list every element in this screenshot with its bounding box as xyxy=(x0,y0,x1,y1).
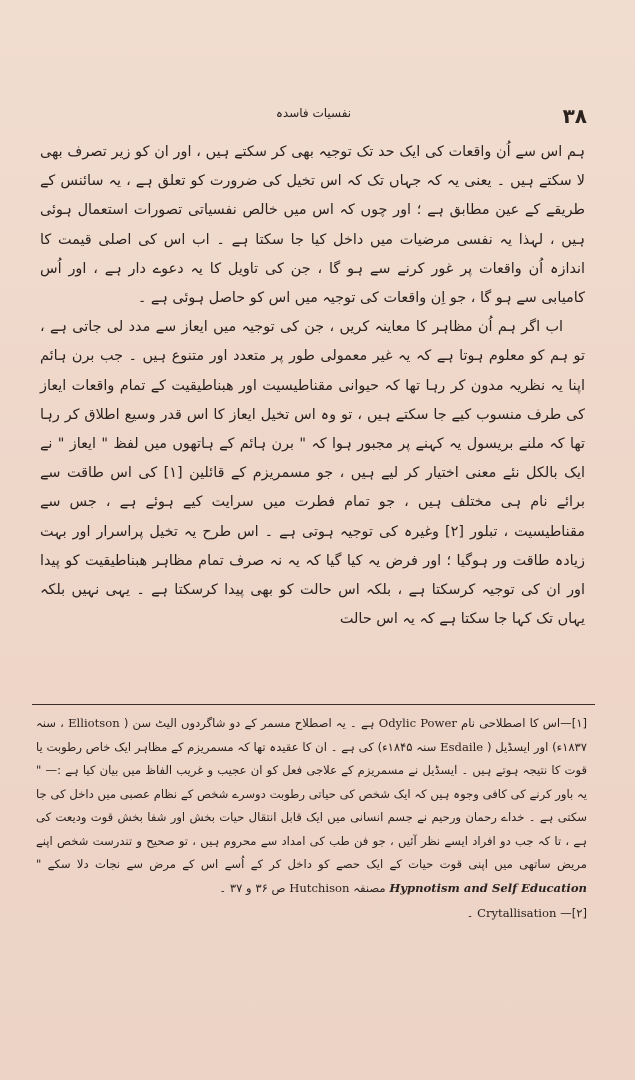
footnote-2-term: Crytallisation xyxy=(477,906,557,920)
footnote-divider xyxy=(32,704,595,705)
paragraph-1: ہم اس سے اُن واقعات کی ایک حد تک توجیہ بھی کر سکتے ہیں ، اور ان کو زیر تصرف بھی لا سکتے ہیں ۔ یعنی یہ کہ جہاں تک کہ اس تخیل کی ضرورت کو تعلق ہے ، یہ سائنس کے طریقے کے عین مطابق ہے ؛ اور چوں کہ اس میں خالص نفسیاتی تصورات استعمال ہوئی ہیں ، لہذا یہ نفسی مرضیات میں داخل کیا جا سکتا ہے ۔ اب اس کی اصلی قیمت کا اندازہ اُن واقعات پر غور کرنے سے ہو گا ، جن کی تاویل کا یہ دعوے دار ہے ، اور اُس کامیابی سے ہو گا ، جو اِن واقعات کی توجیہ میں اس کو حاصل ہوئی ہے ۔ xyxy=(40,144,585,307)
footnote-1-part-e: مصنفہ xyxy=(353,880,386,895)
running-title: نفسیات فاسدہ xyxy=(275,106,352,120)
footnotes xyxy=(36,712,587,926)
footnote-2-end: ۔ xyxy=(466,906,474,920)
page-number: ۳۸ xyxy=(562,104,587,128)
footnote-1-name-esdaile: Esdaile xyxy=(440,739,484,754)
footnote-1-part-b: ہے ۔ یہ اصطلاح مسمر کے دو شاگردوں الیٹ سن ( xyxy=(123,716,375,730)
footnote-1 xyxy=(36,712,587,900)
footnote-2-intro: [۲]— xyxy=(560,906,587,920)
footnote-2 xyxy=(36,902,587,926)
main-text xyxy=(40,138,585,634)
footnote-1-author: Hutchison xyxy=(289,880,350,895)
footnote-1-term: Odylic Power xyxy=(378,716,457,730)
page-header xyxy=(40,100,587,130)
footnote-1-part-d: سنہ ۱۸۴۵ء) کی ہے ۔ ان کا عقیدہ تھا کہ مسمریزم کے مظاہر ایک خاص رطوبت یا قوت کا نتیجہ ہوتے ہیں ۔ ایسڈیل نے مسمریزم کے علاجی فعل کو ان عجیب و غریب الفاظ میں بیان کیا ہے :— " یہ باور کرنے کی کافی وجوہ ہیں کہ ایک شخص کی حیاتی رطوبت دوسرے شخص کے نظام عصبی میں داخل کی جا سکتی ہے ۔ خداے رحمان ورحیم نے جسم انسانی میں ایک قابل انتقال حیات بخش اور شفا بخش قوت ودیعت کی ہے ، تا کہ جب دو افراد ایسے نظر آئیں ، جو فن طب کی امداد سے محروم ہیں ، تو صحیح و تندرست شخص اپنے مریض ساتھی میں اپنی قوت حیات کے ایک حصے کو داخل کر کے اُسے اس کے مرض سے نجات دلا سکے " xyxy=(36,739,587,871)
footnote-1-name-elliotson: Elliotson xyxy=(68,716,120,730)
paragraph-2: اب اگر ہم اُن مظاہر کا معاینہ کریں ، جن کی توجیہ میں ایعاز سے مدد لی جاتی ہے ، تو ہم کو معلوم ہوتا ہے کہ یہ غیر معمولی طور پر متعدد اور متنوع ہیں ۔ جب برن ہائم اپنا یہ نظریہ مدون کر رہا تھا کہ حیوانی مقناطیسیت اور ھبناطیقیت کے تمام واقعات ایعاز کی طرف منسوب کیے جا سکتے ہیں ، تو وہ اس تخیل ایعاز کا اس قدر وسیع اطلاق کر رہا تھا کہ ملنے بریسول یہ کہنے پر مجبور ہوا کہ " برن ہائم کے ہاتھوں میں لفظ " ایعاز " نے ایک بالکل نئے معنی اختیار کر لیے ہیں ، جو مسمریزم کے قائلین [۱] کی اس طاقت سے برائے نام ہی مختلف ہیں ، جو تمام فطرت میں سرایت کیے ہوئے ہے ، جس سے مقناطیسیت ، تبلور [۲] وغیرہ کی توجیہ ہوتی ہے ۔ اس طرح یہ تخیل پراسرار اور بہت زیادہ طاقت ور ہوگیا ؛ اور فرض یہ کیا گیا کہ یہ نہ صرف تمام مظاہر ھبناطیقیت کو پیدا اور ان کی توجیہ کرسکتا ہے ، بلکہ اس حالت کو بھی پیدا کرسکتا ہے ۔ یہی نہیں بلکہ یہاں تک کہا جا سکتا ہے کہ یہ اس حالت xyxy=(40,319,585,628)
footnote-1-book-title: Hypnotism and Self Education xyxy=(389,880,587,895)
footnote-1-part-c: ، سنہ ۱۸۳۷ء) اور ایسڈیل ( xyxy=(36,716,588,754)
footnote-1-pages: ص ۳۶ و ۳۷ ۔ xyxy=(219,880,286,895)
footnote-1-intro: [۱]—اس کا اصطلاحی نام xyxy=(461,716,588,730)
